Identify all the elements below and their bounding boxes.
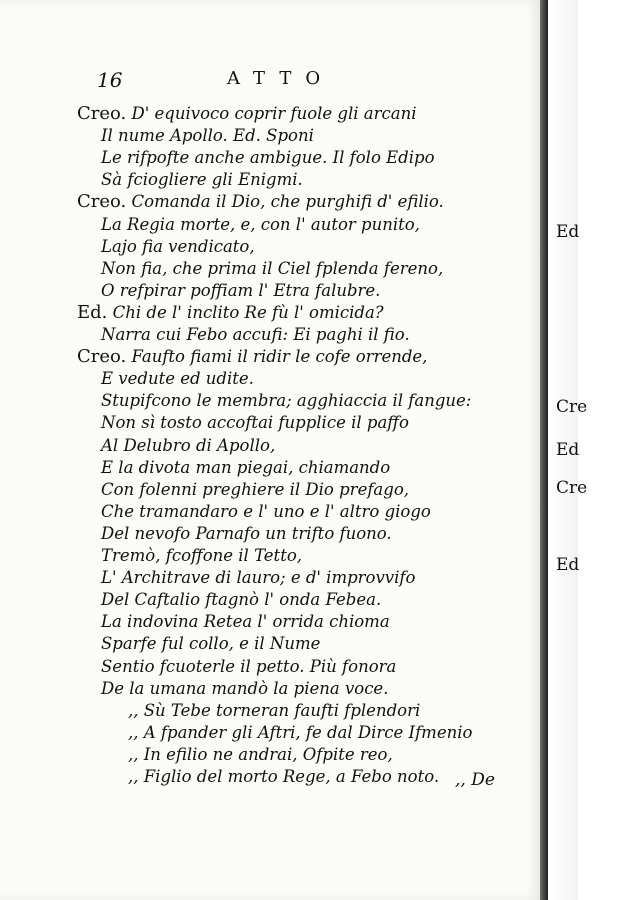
text-line — [101, 125, 601, 147]
verse-text: Con folenni preghiere il Dio prefago, — [101, 479, 410, 499]
page-header — [97, 68, 517, 98]
verse-text: O refpirar poffiam l' Etra falubre. — [101, 280, 381, 300]
verse-text: ,, In efilio ne andrai, Ofpite reo, — [128, 744, 393, 764]
facing-fragment: Cre — [556, 478, 588, 498]
text-line — [77, 302, 577, 324]
facing-fragment: Ed — [556, 440, 580, 460]
text-line — [101, 611, 601, 633]
speaker-name: Ed. — [77, 301, 108, 323]
text-line — [101, 258, 601, 280]
speaker-name: Creo. — [77, 191, 127, 213]
verse-text: E vedute ed udite. — [101, 369, 254, 389]
verse-text: Tremò, fcoffone il Tetto, — [101, 546, 302, 565]
text-line — [101, 435, 601, 457]
text-line — [101, 412, 601, 434]
verse-text: Il nume Apollo. Ed. Sponi — [101, 126, 314, 146]
text-line — [128, 722, 628, 744]
text-line — [101, 169, 601, 191]
facing-fragment: Ed — [556, 555, 580, 575]
verse-text: Sparfe ful collo, e il Nume — [101, 634, 321, 654]
page-number: 16 — [97, 68, 123, 92]
verse-text: D' equivoco coprir fuole gli arcani — [126, 104, 417, 123]
verse-text: Al Delubro di Apollo, — [101, 435, 276, 455]
verse-text: ,, A fpander gli Aftri, fe dal Dirce Ifmenio — [128, 722, 473, 742]
verse-text: Del nevofo Parnafo un trifto fuono. — [101, 523, 392, 543]
text-line — [101, 390, 601, 412]
text-line — [101, 633, 601, 655]
verse-text: ,, Sù Tebe torneran faufti fplendori — [128, 700, 421, 720]
verse-text: Narra cui Febo accufi: Ei paghi il fio. — [101, 325, 410, 344]
text-line — [101, 479, 601, 501]
verse-text: Faufto fiami il ridir le cofe orrende, — [126, 347, 428, 367]
verse-text: Lajo fia vendicato, — [101, 236, 255, 256]
text-line — [77, 103, 577, 125]
catchword: ,, De — [455, 770, 495, 790]
verse-text: Chi de l' inclito Re fù l' omicida? — [107, 302, 384, 322]
verse-text: Non fia, che prima il Ciel fplenda fereno, — [101, 258, 444, 278]
verse-text: La indovina Retea l' orrida chioma — [101, 612, 390, 632]
verse-text: La Regia morte, e, con l' autor punito, — [101, 214, 420, 234]
facing-fragment: Cre — [556, 397, 588, 417]
text-line — [101, 280, 601, 302]
text-line — [101, 567, 601, 589]
verse-text: Sà fciogliere gli Enigmi. — [101, 170, 303, 190]
text-line — [101, 214, 601, 236]
verse-text: Sentio fcuoterle il petto. Più fonora — [101, 656, 397, 676]
text-line — [128, 700, 628, 722]
text-line — [101, 589, 601, 611]
text-line — [101, 523, 601, 545]
text-line — [101, 678, 601, 700]
speaker-name: Creo. — [77, 346, 127, 368]
verse-text: ,, Figlio del morto Rege, a Febo noto. — [128, 767, 440, 786]
verse-text: Del Caftalio ftagnò l' onda Febea. — [101, 590, 382, 610]
verse-text: L' Architrave di lauro; e d' improvvifo — [101, 568, 416, 588]
verse-text: Che tramandaro e l' uno e l' altro giogo — [101, 501, 431, 521]
verse-text: Stupifcono le membra; agghiaccia il fangue: — [101, 391, 472, 411]
verse-text: E la divota man piegai, chiamando — [101, 457, 391, 477]
text-line — [101, 324, 601, 346]
text-line — [128, 744, 628, 766]
speaker-name: Creo. — [77, 103, 127, 124]
verse-text: Non sì tosto accoftai fupplice il paffo — [101, 413, 409, 433]
text-line — [77, 191, 577, 213]
text-line — [128, 766, 628, 788]
verse-text: Comanda il Dio, che purghifi d' efilio. — [126, 192, 444, 212]
text-line — [101, 147, 601, 169]
running-head: ATTO — [227, 68, 335, 89]
text-line — [77, 346, 577, 368]
text-line — [101, 501, 601, 523]
text-line — [101, 236, 601, 258]
text-line — [101, 545, 601, 567]
text-line — [101, 457, 601, 479]
text-line — [101, 656, 601, 678]
text-line — [101, 368, 601, 390]
verse-text: Le rifpofte anche ambigue. Il folo Edipo — [101, 148, 435, 168]
facing-fragment: Ed — [556, 222, 580, 242]
verse-text: De la umana mandò la piena voce. — [101, 678, 389, 698]
